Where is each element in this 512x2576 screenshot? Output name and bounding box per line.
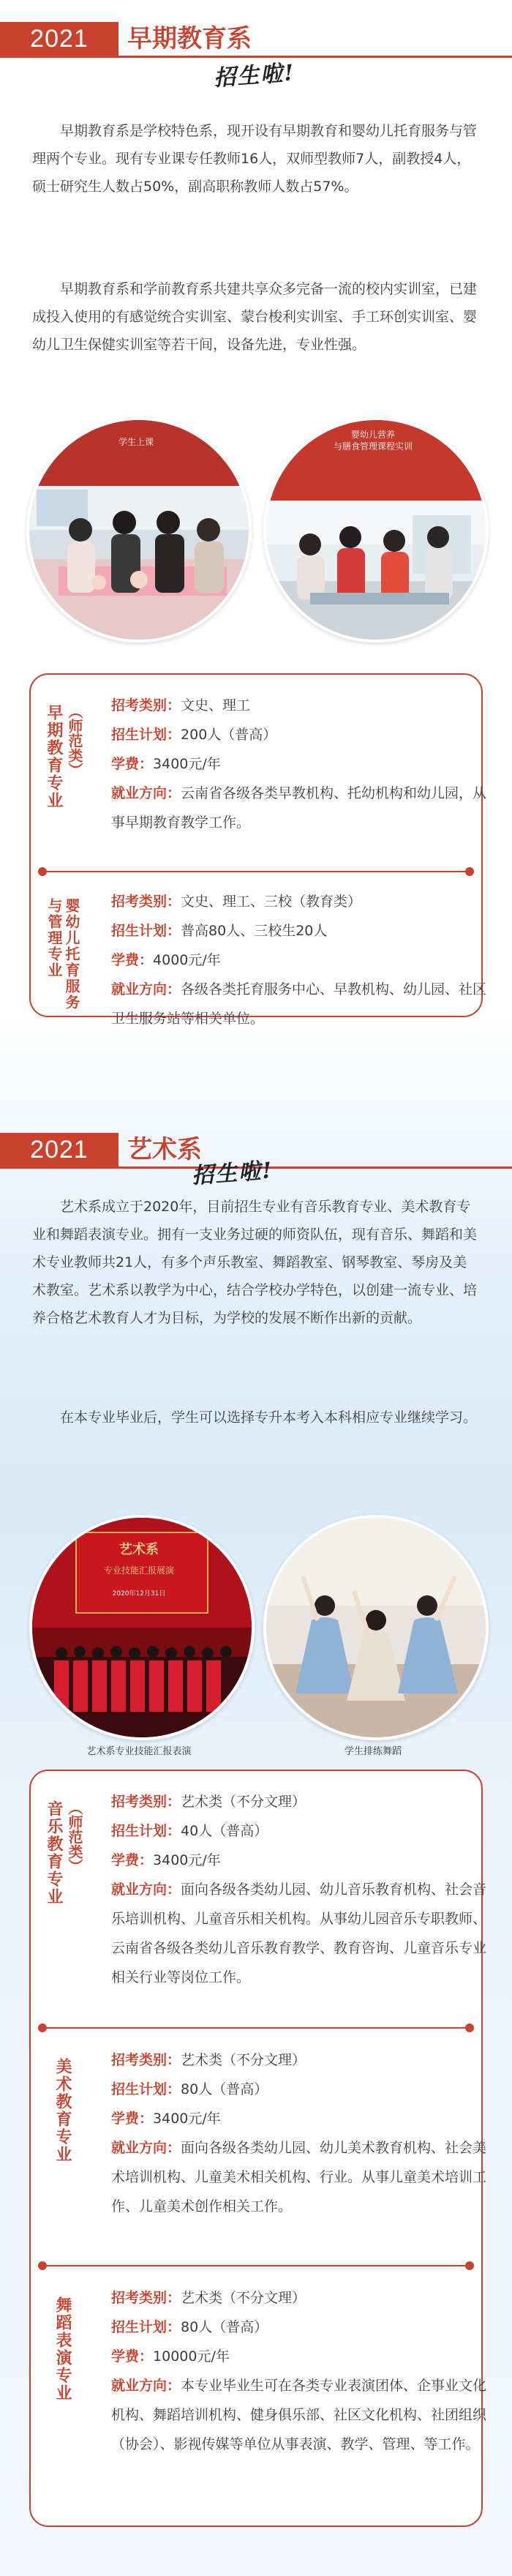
field-label: 就业方向： bbox=[111, 2378, 181, 2394]
photo-caption: 学生排练舞蹈 bbox=[344, 1746, 402, 1757]
intro-paragraph: 早期教育系是学校特色系，现开设有早期教育和婴幼儿托育服务与管理两个专业。现有专业课专任教师16人，双师型教师7人，副教授4人，硕士研究生人数占50%，副高职称教师人数占57%。 bbox=[32, 123, 478, 195]
intro-paragraph: 早期教育系和学前教育系共建共享众多完备一流的校内实训室，已建成投入使用的有感觉统合实训室、蒙台梭利实训室、手工环创实训室、婴幼儿卫生保健实训室等若干间，设备先进，专业性强。 bbox=[32, 281, 478, 353]
field-value: 10000元/年 bbox=[153, 2348, 230, 2365]
photo-label: 学生上课 bbox=[118, 437, 154, 447]
major-title: 早期教育专业 bbox=[45, 704, 63, 809]
intro-paragraph: 在本专业毕业后，学生可以选择专升本考入本科相应专业继续学习。 bbox=[60, 1409, 478, 1426]
field-value: 200人（普高） bbox=[181, 727, 277, 743]
field-value: 3400元/年 bbox=[153, 1852, 221, 1868]
field-label: 招生计划： bbox=[111, 923, 181, 939]
major-info bbox=[111, 887, 499, 1033]
banner-subtitle: 专业技能汇报展演 bbox=[103, 1565, 174, 1576]
card-divider bbox=[42, 2265, 470, 2266]
field-label: 学费： bbox=[111, 2111, 154, 2127]
field-label: 招生计划： bbox=[111, 727, 181, 743]
major-info bbox=[111, 2283, 499, 2459]
class-photo bbox=[26, 417, 252, 643]
field-label: 学费： bbox=[111, 2348, 154, 2365]
intro-paragraph: 艺术系成立于2020年，目前招生专业有音乐教育专业、美术教育专业和舞蹈表演专业。拥有一支业务过硬的师资队伍，现有音乐、舞蹈和美术专业教师共21人，有多个声乐教室、舞蹈教室、钢琴教室、琴房及美术教室。艺术系以教学为中心，结合学校办学特色，以创建一流专业、培养合格艺术教育人才为目标，为学校的发展不断作出新的贡献。 bbox=[32, 1199, 478, 1326]
field-label: 招生计划： bbox=[111, 2081, 181, 2097]
field-value: 文史、理工、三校（教育类） bbox=[181, 894, 362, 910]
photo-label: 婴幼儿营养 与膳食管理课程实训 bbox=[333, 430, 413, 452]
field-value: 3400元/年 bbox=[153, 2111, 221, 2127]
dance-rehearsal-photo bbox=[263, 1515, 489, 1740]
field-label: 招考类别： bbox=[111, 2290, 181, 2306]
recruit-slogan: 招生啦! bbox=[191, 1158, 274, 1189]
field-label: 学费： bbox=[111, 756, 154, 772]
field-value: 普高80人、三校生20人 bbox=[181, 923, 328, 939]
field-value: 80人（普高） bbox=[181, 2319, 268, 2335]
field-value: 艺术类（不分文理） bbox=[181, 1794, 306, 1810]
year-badge: 2021 bbox=[0, 1133, 118, 1167]
major-info bbox=[111, 691, 499, 837]
field-label: 招生计划： bbox=[111, 2319, 181, 2335]
department-title: 早期教育系 bbox=[127, 24, 252, 53]
field-label: 学费： bbox=[111, 1852, 154, 1868]
major-title: 音乐教育专业 bbox=[45, 1800, 63, 1906]
field-value: 本专业毕业生可在各类专业表演团体、企事业文化机构、舞蹈培训机构、健身俱乐部、社区文化机构、社团组织（协会）、影视传媒等单位从事表演、教学、管理、等工作。 bbox=[111, 2378, 487, 2452]
major-title: 舞蹈表演专业 bbox=[53, 2296, 72, 2402]
field-label: 招考类别： bbox=[111, 2052, 181, 2068]
field-label: 学费： bbox=[111, 952, 154, 968]
field-value: 艺术类（不分文理） bbox=[181, 2290, 306, 2306]
section-header-early-education bbox=[0, 22, 512, 61]
field-label: 招考类别： bbox=[111, 894, 181, 910]
department-title: 艺术系 bbox=[127, 1135, 202, 1164]
major-info bbox=[111, 1787, 499, 1992]
year-badge: 2021 bbox=[0, 22, 118, 56]
major-subtitle: （师范类） bbox=[66, 704, 83, 777]
field-label: 招考类别： bbox=[111, 697, 181, 714]
field-label: 就业方向： bbox=[111, 2140, 181, 2156]
card-divider bbox=[42, 871, 470, 872]
majors-card-art bbox=[29, 1770, 487, 2527]
major-title: 美术教育专业 bbox=[53, 2058, 72, 2163]
card-divider bbox=[42, 2027, 470, 2029]
photo-caption: 艺术系专业技能汇报表演 bbox=[86, 1746, 192, 1757]
field-value: 面向各级各类幼儿园、幼儿美术教育机构、社会美术培训机构、儿童美术相关机构、行业。从事儿童美术培训工作、儿童美术创作相关工作。 bbox=[111, 2140, 487, 2214]
field-value: 面向各级各类幼儿园、幼儿音乐教育机构、社会音乐培训机构、儿童音乐相关机构。从事幼儿园音乐专职教师、云南省各级各类幼儿音乐教育教学、教育咨询、儿童音乐专业相关行业等岗位工作。 bbox=[111, 1882, 487, 1985]
field-value: 80人（普高） bbox=[181, 2081, 268, 2097]
field-value: 40人（普高） bbox=[181, 1823, 268, 1839]
major-title: 婴幼儿托育服务与管理专业 bbox=[45, 898, 80, 1011]
field-label: 就业方向： bbox=[111, 981, 181, 997]
field-value: 文史、理工 bbox=[181, 697, 251, 714]
field-value: 云南省各级各类早教机构、托幼机构和幼儿园，从事早期教育教学工作。 bbox=[111, 785, 487, 831]
banner-date: 2020年12月31日 bbox=[112, 1590, 166, 1598]
banner-title: 艺术系 bbox=[119, 1542, 159, 1557]
field-label: 招考类别： bbox=[111, 1794, 181, 1810]
major-subtitle: （师范类） bbox=[66, 1800, 83, 1873]
field-label: 招生计划： bbox=[111, 1823, 181, 1839]
majors-card-early-education bbox=[29, 673, 487, 1027]
major-info bbox=[111, 2045, 499, 2221]
field-value: 各级各类托育服务中心、早教机构、幼儿园、社区卫生服务站等相关单位。 bbox=[111, 981, 487, 1027]
field-value: 艺术类（不分文理） bbox=[181, 2052, 306, 2068]
field-label: 就业方向： bbox=[111, 1882, 181, 1898]
field-value: 4000元/年 bbox=[153, 952, 221, 968]
recruit-slogan: 招生啦! bbox=[213, 60, 296, 91]
field-value: 3400元/年 bbox=[153, 756, 221, 772]
field-label: 就业方向： bbox=[111, 785, 181, 801]
